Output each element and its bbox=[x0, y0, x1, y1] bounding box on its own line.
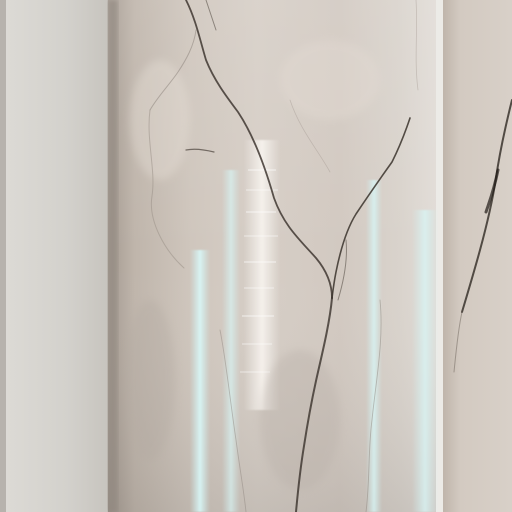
column-left-edge-shadow bbox=[108, 0, 118, 512]
reflection-cyan-edge bbox=[412, 210, 438, 512]
reflection-cyan-right bbox=[366, 180, 382, 512]
left-wall-edge bbox=[0, 0, 6, 512]
left-wall bbox=[0, 0, 112, 512]
reflection-cyan-left bbox=[190, 250, 210, 512]
reflection-cyan-mid bbox=[222, 170, 240, 512]
